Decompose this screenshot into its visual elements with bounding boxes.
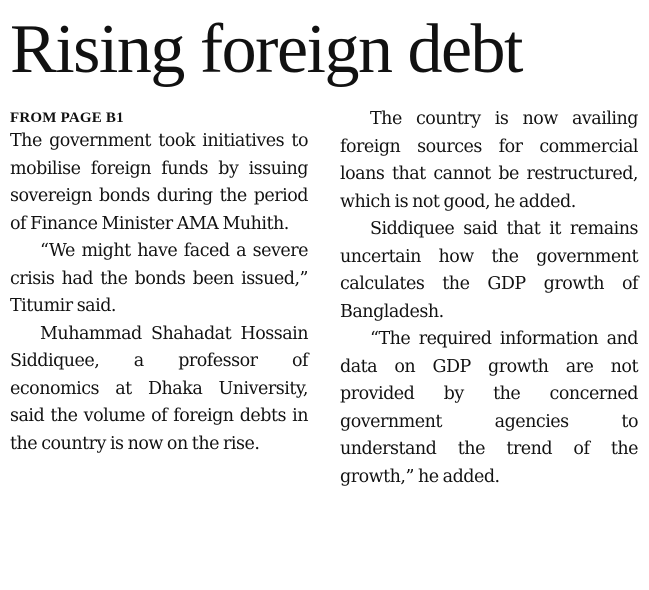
- article-paragraph: “We might have faced a severe crisis had the bonds been issued,” Titumir said.: [10, 241, 308, 316]
- article-headline: Rising foreign debt: [10, 11, 522, 88]
- article-column-left: [10, 106, 308, 458]
- article-column-right: [340, 106, 638, 491]
- article-paragraph: Muhammad Shahadat Hossain Siddiquee, a professor of economics at Dhaka University, said the volume of foreign debts in the country is now on the rise.: [10, 323, 308, 454]
- article-paragraph: The country is now availing foreign sources for commercial loans that cannot be restructured, which is not good, he added.: [340, 109, 638, 212]
- article-paragraph: The government took initiatives to mobilise foreign funds by issuing sovereign bonds during the period of Finance Minister AMA Muhith.: [10, 131, 308, 234]
- continuation-kicker: FROM PAGE B1: [10, 110, 124, 126]
- article-paragraph: “The required information and data on GDP growth are not provided by the concerned government agencies to understand the trend of the growth,” he added.: [340, 329, 638, 487]
- article-paragraph: Siddiquee said that it remains uncertain how the government calculates the GDP growth of Bangladesh.: [340, 219, 638, 322]
